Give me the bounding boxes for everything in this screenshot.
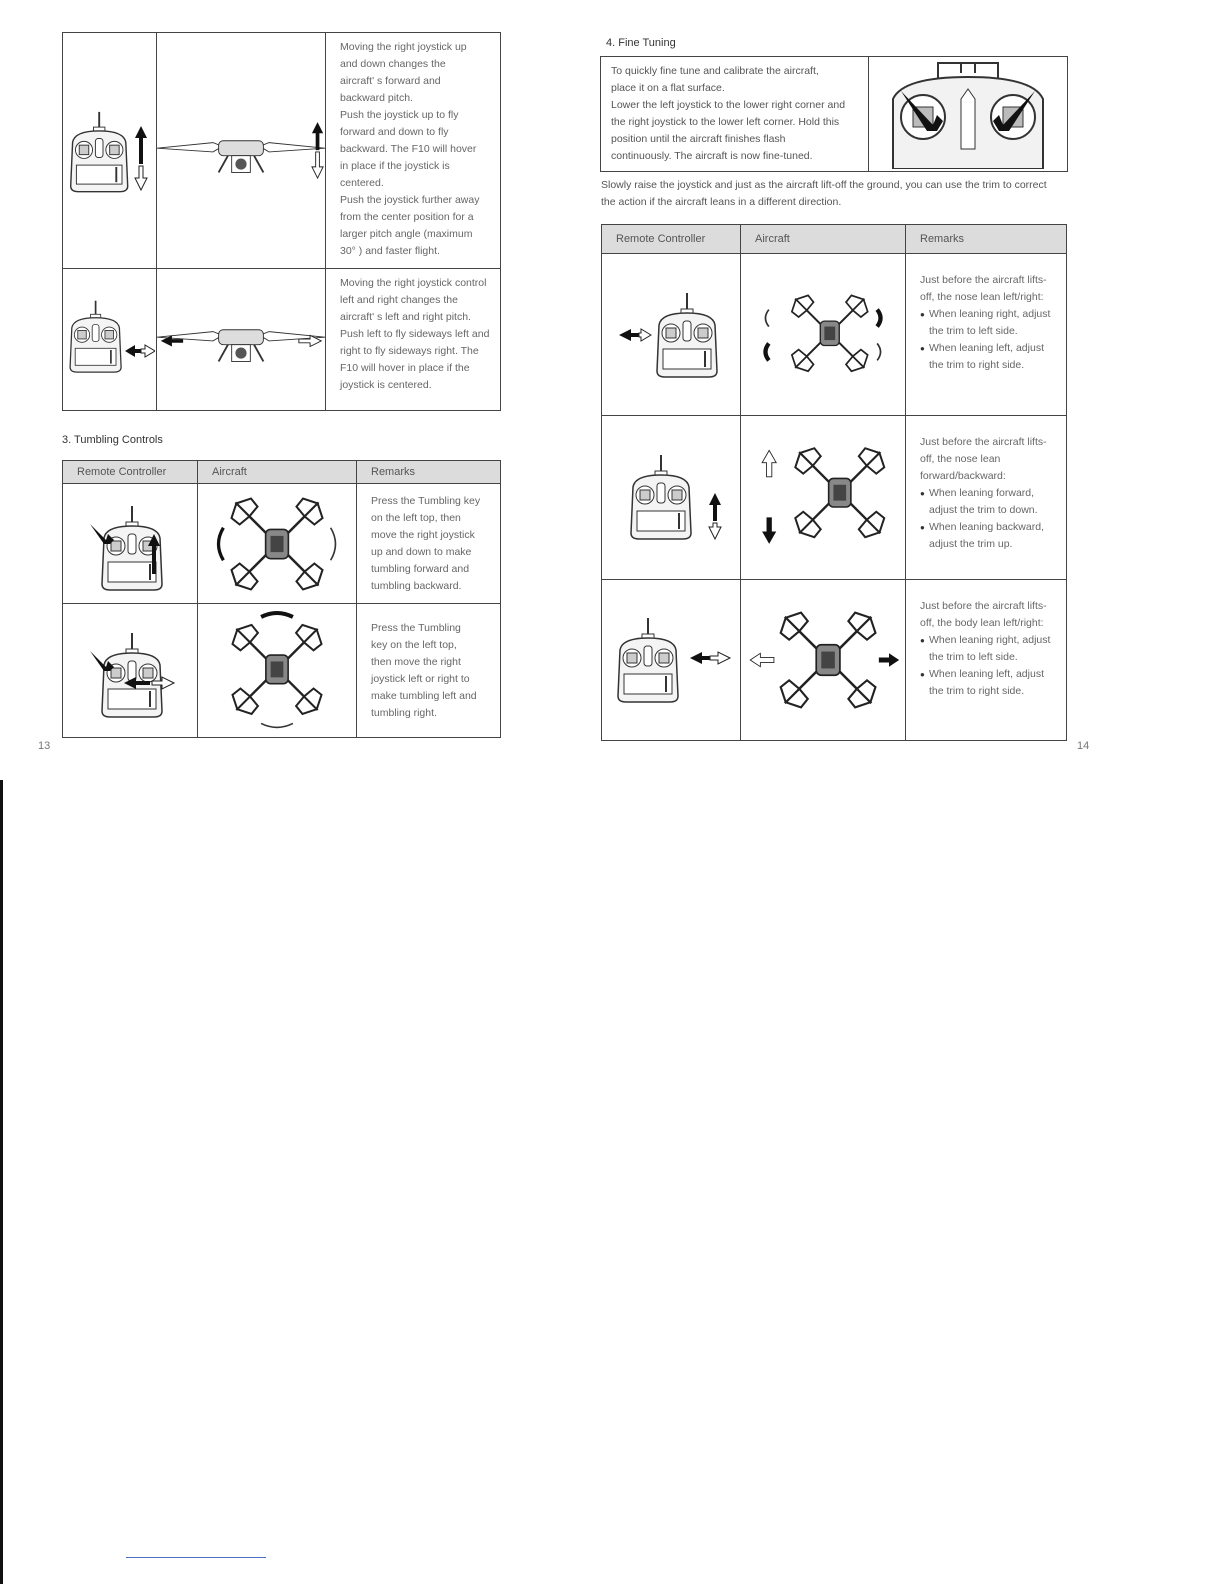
remark-line: off, the nose lean — [920, 453, 1001, 465]
remarks-cell — [357, 484, 501, 604]
remark-line: and down changes the — [340, 58, 446, 70]
remote-illustration — [602, 580, 741, 741]
remark-line: from the center position for a — [340, 211, 474, 223]
remark-line: up and down to make — [371, 545, 472, 558]
list-item: ● When leaning right, adjust the trim to left side. — [920, 306, 1056, 340]
remark-line: aircraft' s left and right pitch. — [340, 311, 471, 323]
text-line: To quickly fine tune and calibrate the aircraft, — [611, 65, 819, 77]
table-row — [63, 33, 501, 269]
text-line: the right joystick to the lower left corner. Hold this — [611, 116, 840, 128]
remark-line: Just before the aircraft lifts- — [920, 600, 1047, 612]
page-number: 14 — [1077, 740, 1090, 752]
remark-line: move the right joystick — [371, 528, 475, 541]
remark-line: then move the right — [371, 655, 461, 668]
remark-line: on the left top, then — [371, 511, 461, 524]
remark-line: Just before the aircraft lifts- — [920, 436, 1047, 448]
remarks-cell — [357, 604, 501, 738]
remote-illustration — [63, 33, 157, 269]
page-number: 13 — [38, 740, 51, 752]
remark-line: centered. — [340, 177, 384, 189]
remark-line: joystick is centered. — [340, 379, 432, 391]
remark-line: Moving the right joystick up — [340, 41, 467, 53]
remark-line: Press the Tumbling — [371, 621, 461, 634]
table-row — [63, 484, 501, 604]
remark-line: key on the left top, — [371, 638, 457, 651]
remark-line: Just before the aircraft lifts- — [920, 274, 1047, 286]
table-row — [602, 580, 1067, 741]
remark-line: make tumbling left and — [371, 689, 477, 702]
remark-line: tumbling backward. — [371, 579, 462, 592]
remark-line: larger pitch angle (maximum — [340, 228, 473, 240]
text-line: position until the aircraft finishes flash — [611, 133, 786, 145]
remote-illustration — [602, 254, 741, 416]
aircraft-illustration — [157, 33, 326, 269]
remark-line: left and right changes the — [340, 294, 458, 306]
table-header-row — [63, 461, 501, 484]
remark-line: off, the body lean left/right: — [920, 617, 1044, 629]
remark-line: 30° ) and faster flight. — [340, 245, 440, 257]
scan-line — [126, 1557, 266, 1558]
remote-closeup-illustration — [883, 59, 1053, 169]
column-header: Aircraft — [198, 461, 357, 484]
aircraft-illustration — [741, 254, 906, 416]
remark-line: in place if the joystick is — [340, 160, 450, 172]
fine-tuning-box — [600, 56, 1068, 172]
remark-line: Push the joystick further away — [340, 194, 480, 206]
remarks-cell — [326, 269, 501, 411]
remark-line: right to fly sideways right. The — [340, 345, 479, 357]
column-header: Remote Controller — [63, 461, 198, 484]
column-header: Remarks — [906, 225, 1067, 254]
text-line: Slowly raise the joystick and just as the aircraft lift-off the ground, you can use the trim to correct — [601, 179, 1047, 191]
section-heading: 3. Tumbling Controls — [62, 434, 163, 446]
bullet-list — [920, 306, 1056, 374]
remark-line: Push the joystick up to fly — [340, 109, 459, 121]
remark-line: tumbling right. — [371, 706, 437, 719]
fine-tuning-note — [601, 177, 1071, 211]
remark-line: joystick left or right to — [371, 672, 470, 685]
remote-illustration — [63, 604, 198, 738]
scan-edge — [0, 780, 3, 1584]
remarks-cell — [906, 416, 1067, 580]
remark-line: Moving the right joystick control — [340, 277, 487, 289]
remarks-cell — [326, 33, 501, 269]
remark-line: backward pitch. — [340, 92, 413, 104]
list-item: ● When leaning left, adjust the trim to right side. — [920, 340, 1056, 374]
remark-line: off, the nose lean left/right: — [920, 291, 1044, 303]
aircraft-illustration — [157, 269, 326, 411]
column-header: Remote Controller — [602, 225, 741, 254]
aircraft-illustration — [198, 484, 357, 604]
bullet-list — [920, 485, 1056, 553]
text-line: Lower the left joystick to the lower right corner and — [611, 99, 846, 111]
column-header: Remarks — [357, 461, 501, 484]
remark-line: forward and down to fly — [340, 126, 449, 138]
remark-line: Press the Tumbling key — [371, 494, 481, 507]
section-heading: 4. Fine Tuning — [606, 37, 676, 49]
remarks-cell — [906, 580, 1067, 741]
table-row — [602, 416, 1067, 580]
text-line: the action if the aircraft leans in a different direction. — [601, 196, 842, 208]
pitch-table — [62, 32, 501, 411]
column-header: Aircraft — [741, 225, 906, 254]
aircraft-illustration — [741, 416, 906, 580]
table-header-row — [602, 225, 1067, 254]
remarks-cell — [906, 254, 1067, 416]
list-item: ● When leaning backward, adjust the trim up. — [920, 519, 1056, 553]
trim-table — [601, 224, 1067, 741]
fine-tuning-text — [601, 57, 869, 171]
remark-line: tumbling forward and — [371, 562, 470, 575]
table-row — [63, 604, 501, 738]
list-item: ● When leaning right, adjust the trim to left side. — [920, 632, 1056, 666]
list-item: ● When leaning left, adjust the trim to right side. — [920, 666, 1056, 700]
remark-line: aircraft' s forward and — [340, 75, 441, 87]
text-line: continuously. The aircraft is now fine-tuned. — [611, 150, 813, 162]
remote-illustration — [63, 269, 157, 411]
remark-line: backward. The F10 will hover — [340, 143, 477, 155]
bullet-list — [920, 632, 1056, 700]
remote-illustration — [602, 416, 741, 580]
remark-line: forward/backward: — [920, 470, 1006, 482]
tumbling-table — [62, 460, 501, 738]
remote-illustration — [63, 484, 198, 604]
aircraft-illustration — [198, 604, 357, 738]
remark-line: F10 will hover in place if the — [340, 362, 470, 374]
table-row — [63, 269, 501, 411]
aircraft-illustration — [741, 580, 906, 741]
remark-line: Push left to fly sideways left and — [340, 328, 490, 340]
table-row — [602, 254, 1067, 416]
list-item: ● When leaning forward, adjust the trim to down. — [920, 485, 1056, 519]
text-line: place it on a flat surface. — [611, 82, 725, 94]
